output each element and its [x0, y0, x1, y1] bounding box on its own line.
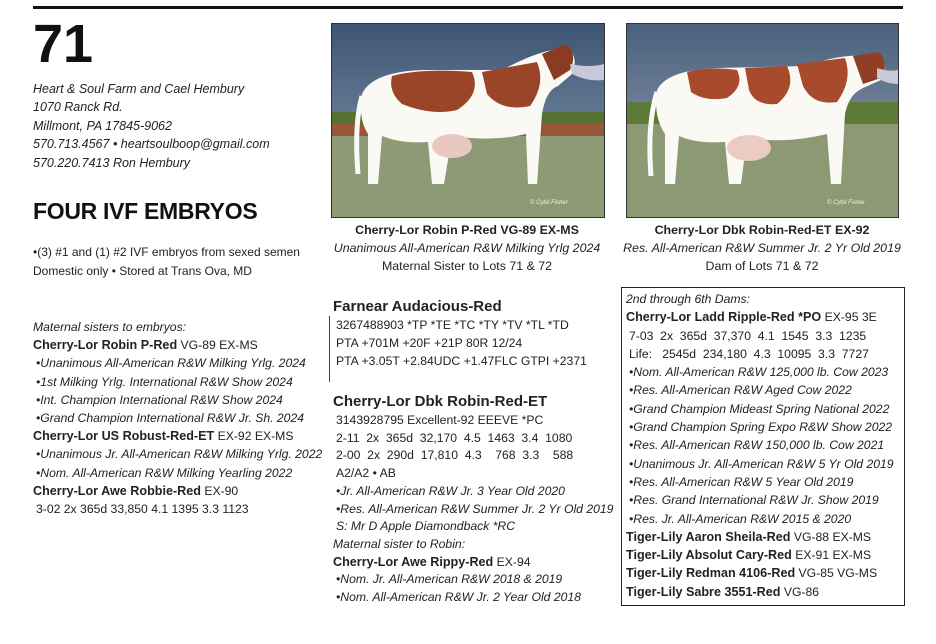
sire-line: PTA +3.05T +2.84UDC +1.47FLC GTPI +2371: [336, 354, 587, 369]
cow-score: VG-86: [780, 584, 820, 599]
cow-name: Cherry-Lor Ladd Ripple-Red *PO: [626, 310, 822, 325]
award-line: •Res. All-American R&W 5 Year Old 2019: [629, 474, 854, 489]
award-line: •Res. Jr. All-American R&W 2015 & 2020: [629, 511, 852, 526]
award-line: •Res. All-American R&W Summer Jr. 2 Yr Old 2019: [336, 501, 614, 516]
dam-line: A2/A2 • AB: [336, 466, 396, 481]
record-line: Life: 2545d 234,180 4.3 10095 3.3 7727: [629, 346, 869, 361]
phone-email: 570.713.4567 • heartsoulboop@gmail.com: [33, 137, 270, 152]
description-line: •(3) #1 and (1) #2 IVF embryos from sexed semen: [33, 245, 300, 259]
sire-line: PTA +701M +20F +21P 80R 12/24: [336, 336, 523, 351]
dam-section: [333, 392, 613, 607]
award-line: •Unanimous Jr. All-American R&W 5 Yr Old 2019: [629, 456, 894, 471]
sire-name: Farnear Audacious-Red: [333, 298, 502, 315]
photo-caption-dbk-robin: [606, 221, 918, 275]
sire-section: [333, 297, 587, 371]
cow-score: EX-92 EX-MS: [214, 429, 294, 444]
address-city: Millmont, PA 17845-9062: [33, 118, 172, 133]
dam-line: 3143928795 Excellent-92 EEEVE *PC: [336, 413, 544, 427]
dam-record: 2-00 2x 290d 17,810 4.3 768 3.3 588: [336, 448, 574, 463]
sire-line: 3267488903 *TP *TE *TC *TY *TV *TL *TD: [336, 318, 569, 332]
lot-description: [33, 243, 300, 281]
caption-name: Cherry-Lor Robin P-Red VG-89 EX-MS: [355, 223, 579, 237]
record-line: 3-02 2x 365d 33,850 4.1 1395 3.3 1123: [36, 502, 249, 517]
photographer-signature: © Cybil Fisher: [827, 200, 865, 206]
award-line: •Nom. All-American R&W 125,000 lb. Cow 2023: [629, 365, 889, 380]
maternal-sisters-section: [33, 318, 322, 518]
award-line: •1st Milking Yrlg. International R&W Show 2024: [36, 374, 293, 389]
award-line: •Nom. All-American R&W Milking Yearling 2022: [36, 465, 293, 480]
photo-caption-robin: [310, 221, 624, 275]
cow-name: Cherry-Lor Awe Robbie-Red: [33, 483, 201, 498]
award-line: •Res. Grand International R&W Jr. Show 2019: [629, 493, 879, 508]
sire-bracket-line: [329, 316, 330, 382]
award-line: •Nom. All-American R&W Jr. 2 Year Old 2018: [336, 590, 581, 605]
consignor-name: Heart & Soul Farm and Cael Hembury: [33, 82, 245, 96]
award-line: •Nom. Jr. All-American R&W 2018 & 2019: [336, 572, 563, 587]
consignor-contact: [33, 80, 270, 172]
award-line: •Grand Champion Mideast Spring National 2022: [629, 401, 890, 416]
award-line: •Grand Champion International R&W Jr. Sh. 2024: [36, 411, 305, 426]
dam-name: Cherry-Lor Dbk Robin-Red-ET: [333, 393, 548, 410]
award-line: •Int. Champion International R&W Show 2024: [36, 392, 283, 407]
address-street: 1070 Ranck Rd.: [33, 100, 123, 115]
photographer-signature: © Cybil Fisher: [530, 200, 568, 206]
cow-score: VG-85 VG-MS: [795, 566, 878, 581]
cow-score: VG-88 EX-MS: [790, 529, 872, 544]
award-line: •Unanimous All-American R&W Milking Yrlg. 2024: [36, 356, 306, 371]
record-line: 7-03 2x 365d 37,370 4.1 1545 3.3 1235: [629, 328, 867, 343]
cow-score: EX-90: [200, 483, 239, 498]
award-line: •Res. All-American R&W 150,000 lb. Cow 2021: [629, 438, 885, 453]
cow-score: EX-91 EX-MS: [791, 548, 872, 563]
cow-score: EX-95 3E: [821, 310, 877, 325]
cow-score: EX-94: [493, 554, 531, 569]
lot-number: 71: [33, 14, 94, 74]
cow-name: Tiger-Lily Aaron Sheila-Red: [626, 529, 791, 544]
dam-record: 2-11 2x 365d 32,170 4.5 1463 3.4 1080: [336, 430, 573, 445]
award-line: •Unanimous Jr. All-American R&W Milking Yrlg. 2022: [36, 447, 323, 462]
ancestry-section: [626, 290, 894, 601]
cow-name: Tiger-Lily Redman 4106-Red: [626, 566, 796, 581]
cow-photo-dbk-robin: [626, 23, 899, 218]
section-heading: Maternal sisters to embryos:: [33, 320, 187, 334]
sister-heading: Maternal sister to Robin:: [333, 536, 466, 551]
cow-photo-robin: [331, 23, 605, 218]
phone-secondary: 570.220.7413 Ron Hembury: [33, 155, 191, 170]
award-line: •Jr. All-American R&W Jr. 3 Year Old 2020: [336, 483, 565, 498]
caption-name: Cherry-Lor Dbk Robin-Red-ET EX-92: [654, 223, 870, 237]
cow-name: Tiger-Lily Sabre 3551-Red: [626, 584, 781, 599]
cow-name: Tiger-Lily Absolut Cary-Red: [626, 548, 792, 563]
caption-note: Maternal Sister to Lots 71 & 72: [381, 259, 553, 273]
award-line: •Grand Champion Spring Expo R&W Show 2022: [629, 420, 893, 435]
caption-note: Dam of Lots 71 & 72: [705, 259, 819, 273]
cow-name: Cherry-Lor Robin P-Red: [33, 338, 178, 353]
cow-score: VG-89 EX-MS: [177, 338, 258, 353]
top-rule: [33, 6, 903, 9]
cow-name: Cherry-Lor US Robust-Red-ET: [33, 429, 215, 444]
section-heading: 2nd through 6th Dams:: [626, 292, 750, 306]
lot-title: FOUR IVF EMBRYOS: [33, 198, 258, 224]
description-line: Domestic only • Stored at Trans Ova, MD: [33, 264, 252, 278]
caption-award: Res. All-American R&W Summer Jr. 2 Yr Old 2019: [623, 241, 901, 255]
cow-name: Cherry-Lor Awe Rippy-Red: [333, 554, 494, 569]
dam-sire-line: S: Mr D Apple Diamondback *RC: [336, 519, 516, 534]
caption-award: Unanimous All-American R&W Milking Yrlg 2024: [333, 241, 601, 255]
award-line: •Res. All-American R&W Aged Cow 2022: [629, 383, 852, 398]
